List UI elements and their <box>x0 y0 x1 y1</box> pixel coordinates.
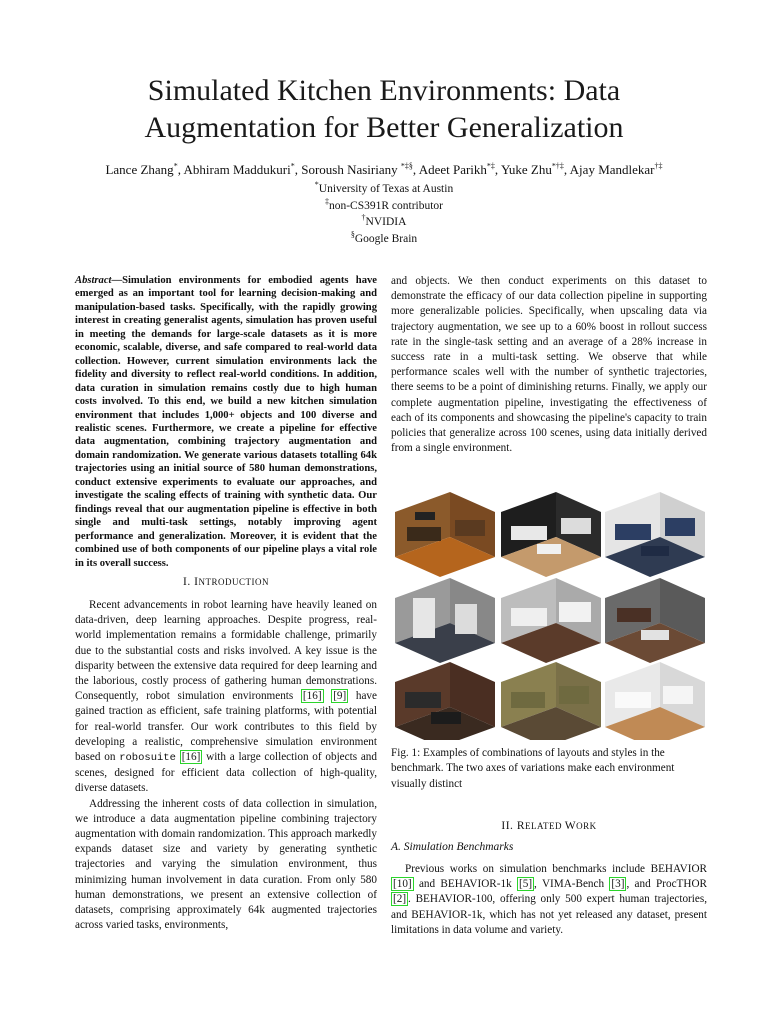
related-text-e: . BEHAVIOR-100, offering only 500 expert human trajectories, and BEHAVIOR-1k, which has not yet released any dataset, present limitations in data volume and variety. <box>391 893 707 936</box>
author-mark: * <box>290 161 295 171</box>
kitchen-render-4 <box>395 578 495 663</box>
related-paragraph-1 <box>391 862 707 938</box>
section-title-initial: W <box>564 820 577 832</box>
affiliation-mark: * <box>314 180 319 190</box>
kitchen-render-8 <box>501 662 601 740</box>
affiliation <box>0 198 768 214</box>
introduction-text <box>75 598 377 933</box>
section-title-rest: NTRODUCTION <box>198 577 269 587</box>
affiliation <box>0 181 768 197</box>
affiliation <box>0 214 768 230</box>
citation-link[interactable]: [16] <box>181 751 201 764</box>
kitchen-render-1 <box>395 492 495 577</box>
affiliation-text: University of Texas at Austin <box>318 183 454 195</box>
citation-link[interactable]: [3] <box>611 878 625 891</box>
subsection-heading: A. Simulation Benchmarks <box>391 841 514 853</box>
author-mark: * <box>173 161 178 171</box>
author-separator: , <box>294 162 302 177</box>
author-separator: , <box>412 162 419 177</box>
author-name: Lance Zhang <box>105 162 174 177</box>
author-name: Abhiram Maddukuri <box>183 162 291 177</box>
section-number: I. <box>183 576 195 588</box>
kitchen-figure-grid <box>391 490 707 740</box>
abstract-text: —Simulation environments for embodied agents have emerged as an important tool for learning decision-making and manipulation-based tasks. Specifically, with the rapidly growing interest in creating generalist agents, simulation has proven useful in meeting the demands for large-scale datasets as it is more economic, scalable, diverse, and safe compared to real-world data collection. However, current simulation environments lack the fidelity and diversity to reflect real-world conditions. In addition, data curation in simulation remains costly due to high human costs involved. To this end, we build a new kitchen simulation environment that includes 1,000+ objects and 100 diverse and realistic scenes. Furthermore, we create a pipeline for effective data augmentation, combining trajectory augmentation and domain randomization. We generate various datasets totalling 64k trajectories using an initial source of 580 human demonstrations, conduct extensive experiments to evaluate our approaches, and investigate the scaling effects of training with synthetic data. Our findings reveal that our augmentation pipeline is effective in both single and multi-task settings, notably improving agent performance and generalization. Moreover, it is evident that the combined use of both components of our pipeline plays a vital role in its overall success. <box>75 275 377 569</box>
section-title-initial: R <box>516 820 525 832</box>
affiliation-text: NVIDIA <box>365 216 407 228</box>
abstract-label: Abstract <box>75 275 112 286</box>
affiliation-mark: † <box>361 213 366 223</box>
related-work-text <box>391 862 707 938</box>
kitchen-render-9 <box>605 662 705 740</box>
related-text-d: , and ProcTHOR <box>626 878 707 891</box>
citation-link[interactable]: [2] <box>393 893 407 906</box>
author-name: Adeet Parikh <box>418 162 487 177</box>
title-line-1: Simulated Kitchen Environments: Data <box>147 74 621 107</box>
citation-link[interactable]: [9] <box>333 690 347 703</box>
kitchen-render-6 <box>605 578 705 663</box>
title-line-2: Augmentation for Better Generalization <box>144 111 624 144</box>
abstract <box>75 274 377 570</box>
right-paragraph-1: and objects. We then conduct experiments on this dataset to demonstrate the efficacy of our data collection pipeline in supporting more generalizable policies. Specifically, when upscaling data via trajectory augmentation, we see up to a 60% boost in rollout success rate in the single-task setting and an average of a 28% increase in success rate in a multi-task setting. We observe that while performance scales well with the number of synthetic trajectories, there seems to be a point of diminishing returns. Finally, we apply our complete augmentation pipeline, investigating the effectiveness of each of its components and showcasing the pipeline's capacity to train policies that generalize across 100 scenes, using data initially derived from a single environment. <box>391 275 707 455</box>
affiliation-text: Google Brain <box>354 232 418 245</box>
intro-text-b: have gained traction as efficient, safe training platforms, with potential for real-world transfer. Our work contributes to this field by developing a realistic, comprehensive simulation environment based on <box>75 690 377 764</box>
kitchen-render-3 <box>605 492 705 577</box>
affiliation <box>0 231 768 247</box>
affiliation-mark: ‡ <box>324 196 329 206</box>
intro-text-a: Recent advancements in robot learning have heavily leaned on data-driven, deep learning approaches. Despite progress, real-world implementation remains a formidable challenge, primarily due to the substantial costs and risks involved. A key issue is the disparity between the extensive data required for deep learning and the laborious, costly process of gathering human demonstrations. Consequently, robot simulation environments <box>75 599 377 703</box>
robosuite-code: robosuite <box>119 752 176 765</box>
right-column-text-top <box>391 274 707 456</box>
author-name: Yuke Zhu <box>500 162 552 177</box>
figure-caption-text: Fig. 1: Examples of combinations of layouts and styles in the benchmark. The two axes of variations make each environment visually distinct <box>391 747 675 790</box>
intro-paragraph-1 <box>75 598 377 797</box>
section-title-initial: I <box>194 576 199 588</box>
paper-title <box>0 72 768 146</box>
affiliation-mark: § <box>350 229 355 239</box>
figure-caption <box>391 746 707 792</box>
author-mark: *‡§ <box>400 161 413 171</box>
author-name: Ajay Mandlekar <box>569 162 655 177</box>
kitchen-render-7 <box>395 662 495 740</box>
related-text-c: , VIMA-Bench <box>534 878 610 891</box>
author-mark: †‡ <box>654 161 663 171</box>
section-heading-related-work <box>391 820 707 832</box>
intro-text-c: with a large collection of objects and scenes, designed for efficient data collection of high-quality, diverse datasets. <box>75 751 377 795</box>
section-title-rest: ELATED <box>524 821 565 831</box>
author-name: Soroush Nasiriany <box>301 162 401 177</box>
intro-paragraph-2: Addressing the inherent costs of data collection in simulation, we introduce a data augmentation pipeline combining trajectory augmentation with domain randomization. This approach markedly expands dataset size and variety by generating synthetic trajectories and varying the simulation environment, thus minimizing human involvement in data curation. From only 580 human demonstrations, we present an extensive collection of datasets, comprising approximately 64k augmented trajectories across varied tasks, environments, <box>75 797 377 932</box>
kitchen-render-5 <box>501 578 601 663</box>
citation-link[interactable]: [16] <box>302 690 322 703</box>
citation-link[interactable]: [10] <box>393 878 412 891</box>
section-heading-introduction <box>75 576 377 588</box>
citation-link[interactable]: [5] <box>519 878 533 891</box>
figure-1 <box>391 490 707 740</box>
kitchen-render-2 <box>501 492 601 577</box>
author-separator: , <box>563 162 570 177</box>
section-title-rest: ORK <box>576 821 597 831</box>
author-separator: , <box>177 162 184 177</box>
author-mark: *‡ <box>486 161 495 171</box>
author-separator: , <box>494 162 501 177</box>
affiliation-text: non-CS391R contributor <box>328 199 444 212</box>
related-text-b: and BEHAVIOR-1k <box>413 878 517 891</box>
author-list <box>0 162 768 178</box>
author-mark: *†‡ <box>551 161 564 171</box>
section-number: II. <box>501 820 517 832</box>
related-text-a: Previous works on simulation benchmarks include BEHAVIOR <box>405 863 707 875</box>
